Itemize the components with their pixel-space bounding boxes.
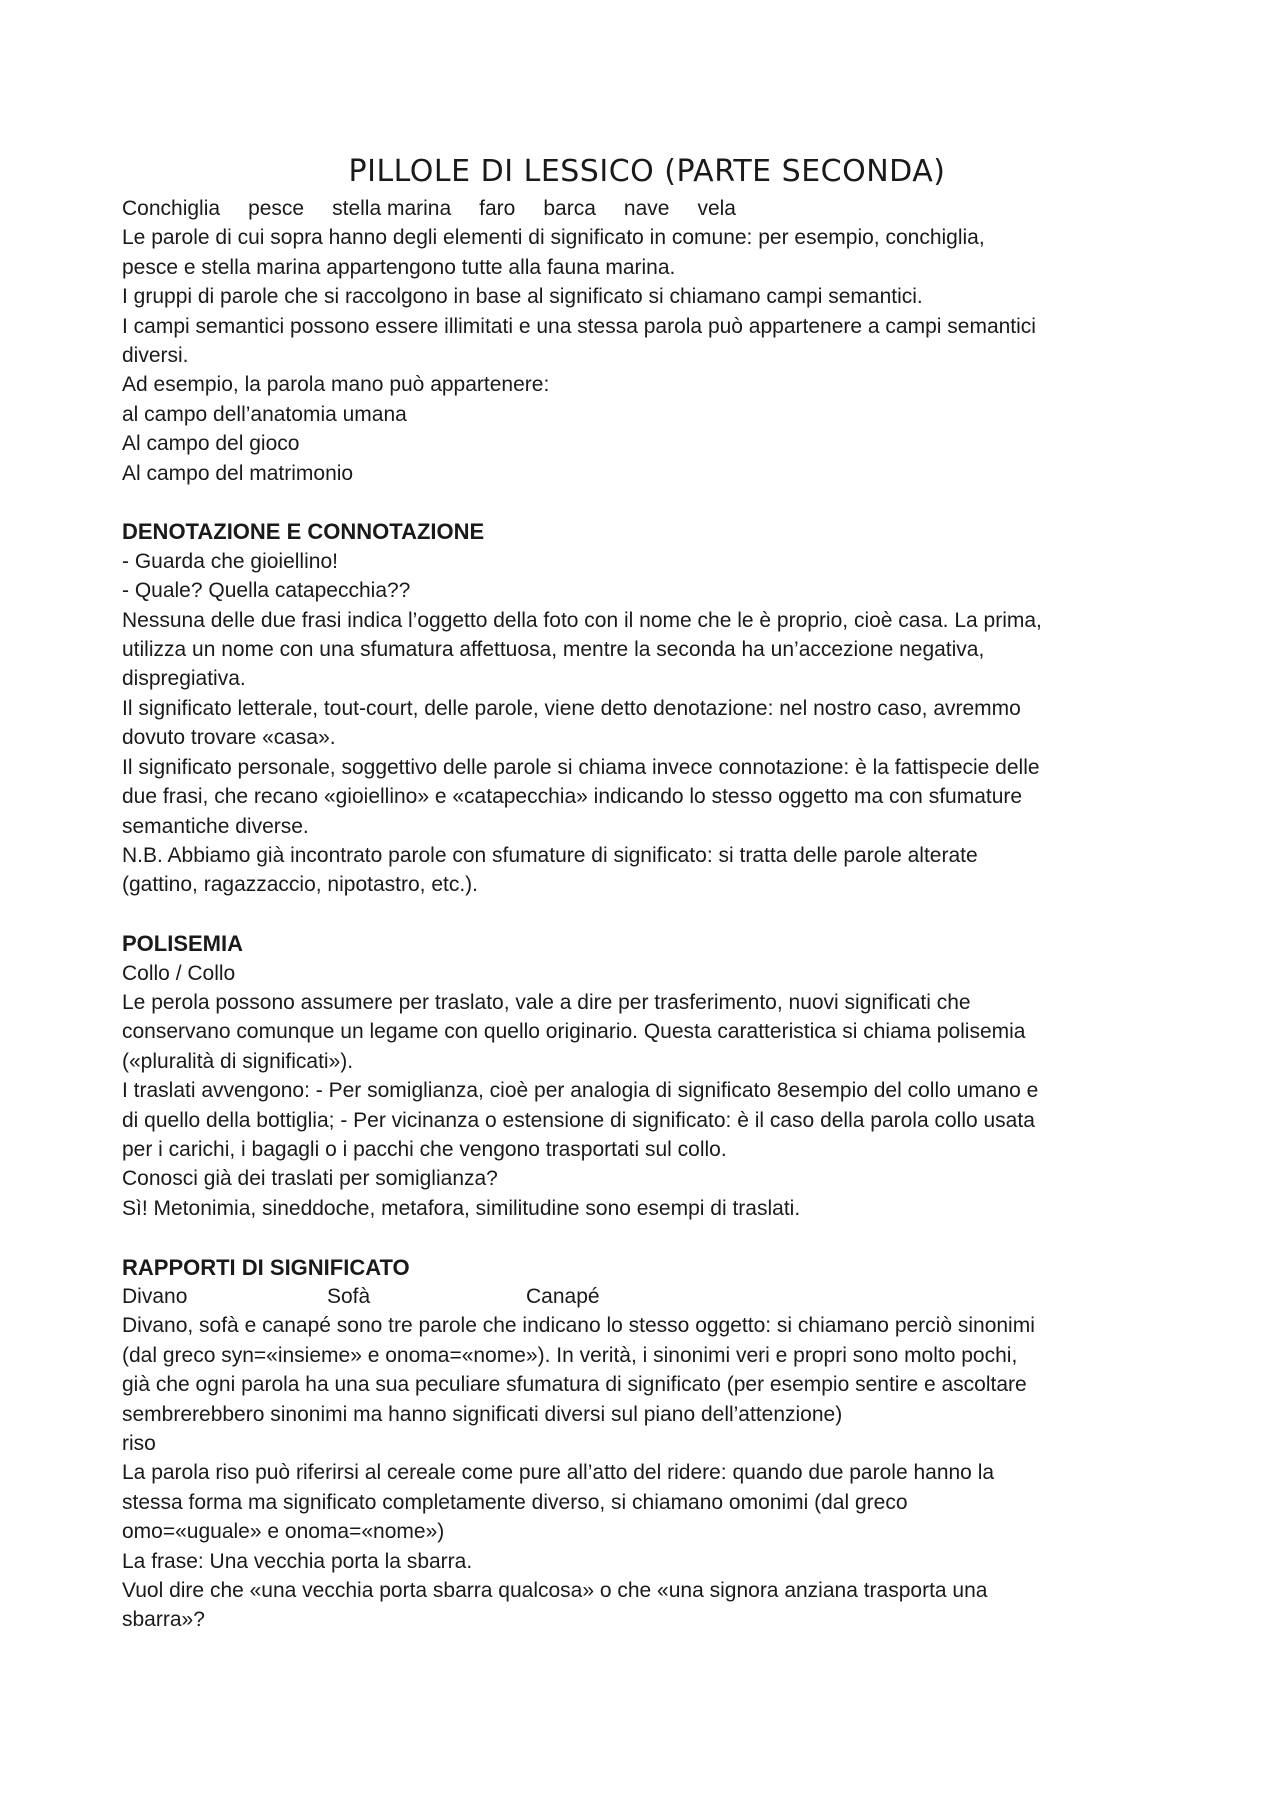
text-line: I campi semantici possono essere illimitati e una stessa parola può appartenere a campi semantici	[122, 314, 1036, 338]
intro-word: Conchiglia	[122, 197, 221, 220]
intro-word: barca	[543, 197, 596, 220]
rapporti-paragraph	[122, 1311, 1172, 1634]
synonym-word: Canapé	[526, 1284, 600, 1308]
text-line: Conosci già dei traslati per somiglianza?	[122, 1167, 498, 1191]
rapporti-word-list	[122, 1282, 1172, 1311]
text-line: I traslati avvengono: - Per somiglianza, cioè per analogia di significato 8esempio del collo umano e	[122, 1079, 1039, 1103]
text-line: utilizza un nome con una sfumatura affettuosa, mentre la seconda ha un’accezione negativa,	[122, 638, 985, 662]
synonym-word: Sofà	[327, 1284, 371, 1308]
document-title: PILLOLE DI LESSICO (PARTE SECONDA)	[348, 154, 946, 189]
text-line: Le parole di cui sopra hanno degli elementi di significato in comune: per esempio, conchiglia,	[122, 226, 985, 250]
text-line: Collo / Collo	[122, 961, 236, 985]
text-line: Le perola possono assumere per traslato, vale a dire per trasferimento, nuovi significati che	[122, 990, 971, 1014]
text-line: La frase: Una vecchia porta la sbarra.	[122, 1549, 473, 1573]
document-page	[122, 150, 1172, 1635]
text-line: Vuol dire che «una vecchia porta sbarra qualcosa» o che «una signora anziana trasporta una	[122, 1579, 988, 1603]
text-line: (dal greco syn=«insieme» e onoma=«nome»). In verità, i sinonimi veri e propri sono molto pochi,	[122, 1343, 1018, 1367]
text-line: Divano, sofà e canapé sono tre parole che indicano lo stesso oggetto: si chiamano perciò sinonimi	[122, 1314, 1035, 1338]
text-line: sembrerebbero sinonimi ma hanno significati diversi sul piano dell’attenzione)	[122, 1402, 843, 1426]
polisemia-paragraph	[122, 959, 1172, 1224]
text-line: conservano comunque un legame con quello originario. Questa caratteristica si chiama polisemia	[122, 1020, 1026, 1044]
text-line: Al campo del gioco	[122, 432, 300, 456]
text-line: pesce e stella marina appartengono tutte alla fauna marina.	[122, 255, 676, 279]
text-line: diversi.	[122, 344, 189, 368]
text-line: stessa forma ma significato completamente diverso, si chiamano omonimi (dal greco	[122, 1490, 908, 1514]
text-line: Al campo del matrimonio	[122, 461, 354, 485]
text-line: I gruppi di parole che si raccolgono in base al significato si chiamano campi semantici.	[122, 285, 923, 309]
text-line: di quello della bottiglia; - Per vicinanza o estensione di significato: è il caso della parola collo usata	[122, 1108, 1035, 1132]
section-heading-rapporti: RAPPORTI DI SIGNIFICATO	[122, 1254, 410, 1280]
spacer	[122, 488, 1172, 517]
text-line: già che ogni parola ha una sua peculiare sfumatura di significato (per esempio sentire e ascoltare	[122, 1373, 1027, 1397]
text-line: Il significato letterale, tout-court, delle parole, viene detto denotazione: nel nostro caso, avremmo	[122, 696, 1021, 720]
text-line: («pluralità di significati»).	[122, 1049, 354, 1073]
intro-word: nave	[623, 197, 670, 220]
text-line: (gattino, ragazzaccio, nipotastro, etc.).	[122, 873, 479, 897]
intro-word-list	[122, 194, 1172, 223]
intro-word: faro	[479, 197, 516, 220]
text-line: - Quale? Quella catapecchia??	[122, 579, 411, 603]
spacer	[122, 900, 1172, 929]
text-line: omo=«uguale» e onoma=«nome»)	[122, 1520, 445, 1544]
intro-word: stella marina	[332, 197, 452, 220]
text-line: semantiche diverse.	[122, 814, 309, 838]
intro-paragraph	[122, 223, 1172, 488]
text-line: al campo dell’anatomia umana	[122, 402, 407, 426]
denotazione-paragraph	[122, 547, 1172, 900]
text-line: Ad esempio, la parola mano può appartenere:	[122, 373, 550, 397]
text-line: Nessuna delle due frasi indica l’oggetto della foto con il nome che le è proprio, cioè casa. La prima,	[122, 608, 1042, 632]
section-heading-denotazione: DENOTAZIONE E CONNOTAZIONE	[122, 519, 485, 545]
text-line: sbarra»?	[122, 1608, 205, 1632]
intro-word: vela	[697, 197, 736, 220]
section-heading-polisemia: POLISEMIA	[122, 931, 244, 957]
synonym-word: Divano	[122, 1284, 188, 1308]
text-line: dovuto trovare «casa».	[122, 726, 336, 750]
text-line: N.B. Abbiamo già incontrato parole con sfumature di significato: si tratta delle parole alterate	[122, 843, 978, 867]
intro-word: pesce	[248, 197, 305, 220]
text-line: due frasi, che recano «gioiellino» e «catapecchia» indicando lo stesso oggetto ma con sfumature	[122, 785, 1023, 809]
text-line: Sì! Metonimia, sineddoche, metafora, similitudine sono esempi di traslati.	[122, 1196, 801, 1220]
text-line: per i carichi, i bagagli o i pacchi che vengono trasportati sul collo.	[122, 1137, 727, 1161]
spacer	[122, 1223, 1172, 1252]
text-line: riso	[122, 1432, 156, 1456]
text-line: dispregiativa.	[122, 667, 246, 691]
text-line: Il significato personale, soggettivo delle parole si chiama invece connotazione: è la fattispecie delle	[122, 755, 1040, 779]
text-line: - Guarda che gioiellino!	[122, 549, 338, 573]
text-line: La parola riso può riferirsi al cereale come pure all’atto del ridere: quando due parole hanno la	[122, 1461, 995, 1485]
